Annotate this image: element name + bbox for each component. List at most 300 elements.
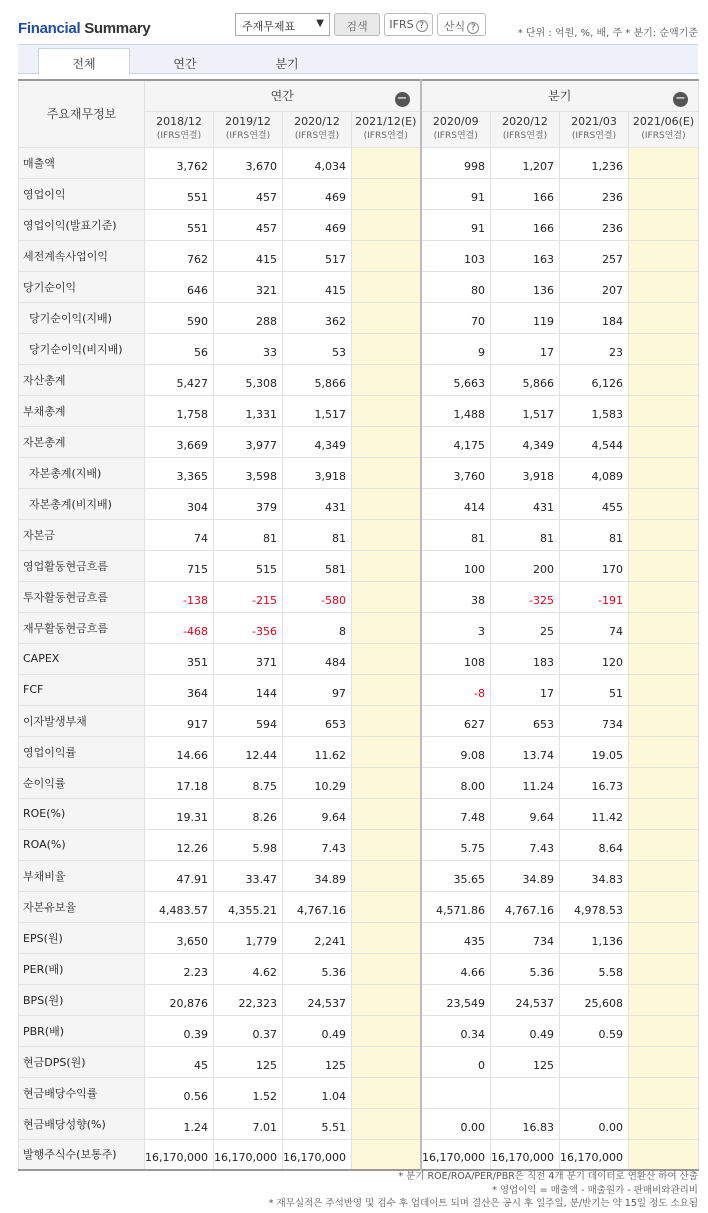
table-cell xyxy=(629,519,699,550)
row-label: 현금배당성향(%) xyxy=(19,1108,145,1139)
table-cell: 51 xyxy=(560,674,629,705)
column-header xyxy=(352,111,421,147)
table-cell: 70 xyxy=(421,302,491,333)
table-cell xyxy=(352,891,421,922)
table-row xyxy=(19,860,699,891)
table-cell: 1,207 xyxy=(491,147,560,178)
table-cell: 207 xyxy=(560,271,629,302)
table-cell: 12.26 xyxy=(145,829,214,860)
table-cell: 1,583 xyxy=(560,395,629,426)
table-cell xyxy=(352,457,421,488)
row-label: 순이익률 xyxy=(19,767,145,798)
table-cell xyxy=(629,922,699,953)
table-cell: 0.59 xyxy=(560,1015,629,1046)
table-cell: 166 xyxy=(491,178,560,209)
table-cell: 9 xyxy=(421,333,491,364)
row-label: 영업이익 xyxy=(19,178,145,209)
table-row xyxy=(19,333,699,364)
table-cell: 34.89 xyxy=(491,860,560,891)
table-cell: 653 xyxy=(283,705,352,736)
row-label: 이자발생부채 xyxy=(19,705,145,736)
table-row xyxy=(19,457,699,488)
table-cell xyxy=(629,209,699,240)
row-label: 자본총계 xyxy=(19,426,145,457)
table-cell: 25 xyxy=(491,612,560,643)
table-cell xyxy=(629,240,699,271)
table-cell: 120 xyxy=(560,643,629,674)
table-cell: 734 xyxy=(491,922,560,953)
table-row xyxy=(19,705,699,736)
table-cell: 5.36 xyxy=(491,953,560,984)
table-cell: 53 xyxy=(283,333,352,364)
table-cell: 35.65 xyxy=(421,860,491,891)
table-cell: 10.29 xyxy=(283,767,352,798)
table-cell xyxy=(629,612,699,643)
table-cell: 5.51 xyxy=(283,1108,352,1139)
annual-group-label: 연간 xyxy=(270,89,294,104)
table-cell: 3,762 xyxy=(145,147,214,178)
row-label: 자본총계(지배) xyxy=(19,457,145,488)
table-cell: 351 xyxy=(145,643,214,674)
table-row xyxy=(19,240,699,271)
table-cell: 23,549 xyxy=(421,984,491,1015)
table-row xyxy=(19,643,699,674)
table-cell: 414 xyxy=(421,488,491,519)
table-cell: 3,918 xyxy=(491,457,560,488)
table-row xyxy=(19,829,699,860)
table-cell: 0.39 xyxy=(145,1015,214,1046)
table-cell: -356 xyxy=(214,612,283,643)
title-part-1: Financial xyxy=(18,20,81,37)
formula-help-button[interactable] xyxy=(437,13,486,36)
table-cell: 7.01 xyxy=(214,1108,283,1139)
table-cell: 304 xyxy=(145,488,214,519)
table-cell: 379 xyxy=(214,488,283,519)
table-row xyxy=(19,612,699,643)
table-cell xyxy=(352,829,421,860)
column-basis: (IFRS연결) xyxy=(363,131,408,141)
table-cell: 125 xyxy=(491,1046,560,1077)
table-cell: 125 xyxy=(214,1046,283,1077)
table-cell: 16,170,000 xyxy=(283,1139,352,1170)
table-cell: 9.64 xyxy=(491,798,560,829)
table-cell: 1.24 xyxy=(145,1108,214,1139)
table-cell: 8.64 xyxy=(560,829,629,860)
table-cell xyxy=(629,1108,699,1139)
table-cell: 998 xyxy=(421,147,491,178)
table-cell: 7.43 xyxy=(491,829,560,860)
table-cell: 33 xyxy=(214,333,283,364)
table-cell: 484 xyxy=(283,643,352,674)
table-cell: 627 xyxy=(421,705,491,736)
table-cell: 0.34 xyxy=(421,1015,491,1046)
table-cell: 81 xyxy=(421,519,491,550)
row-label: 영업이익률 xyxy=(19,736,145,767)
table-cell: 9.64 xyxy=(283,798,352,829)
table-cell xyxy=(352,984,421,1015)
help-icon: ? xyxy=(467,22,479,34)
column-basis: (IFRS연결) xyxy=(156,131,202,141)
table-cell: 19.31 xyxy=(145,798,214,829)
table-row xyxy=(19,1015,699,1046)
table-cell xyxy=(629,1139,699,1170)
table-cell: 1,517 xyxy=(283,395,352,426)
row-label: 당기순이익(비지배) xyxy=(19,333,145,364)
column-basis: (IFRS연결) xyxy=(641,131,686,141)
table-cell xyxy=(352,798,421,829)
table-cell xyxy=(629,147,699,178)
table-cell: 2,241 xyxy=(283,922,352,953)
table-cell: 321 xyxy=(214,271,283,302)
table-cell xyxy=(629,705,699,736)
table-cell: 581 xyxy=(283,550,352,581)
table-cell: 362 xyxy=(283,302,352,333)
table-cell: 4,978.53 xyxy=(560,891,629,922)
table-cell: 34.89 xyxy=(283,860,352,891)
table-cell: 0 xyxy=(421,1046,491,1077)
table-cell: -468 xyxy=(145,612,214,643)
table-cell: 590 xyxy=(145,302,214,333)
table-cell: 551 xyxy=(145,209,214,240)
row-label: 세전계속사업이익 xyxy=(19,240,145,271)
table-cell: 166 xyxy=(491,209,560,240)
table-cell: 56 xyxy=(145,333,214,364)
table-cell: 9.08 xyxy=(421,736,491,767)
table-cell: 200 xyxy=(491,550,560,581)
table-row xyxy=(19,1046,699,1077)
table-row xyxy=(19,302,699,333)
table-row xyxy=(19,798,699,829)
table-cell xyxy=(629,984,699,1015)
tab-quarter[interactable]: 분기 xyxy=(275,57,299,71)
row-label: 자본유보율 xyxy=(19,891,145,922)
table-cell: 457 xyxy=(214,178,283,209)
table-cell xyxy=(352,426,421,457)
tab-all[interactable]: 전체 xyxy=(38,48,130,75)
table-cell xyxy=(629,736,699,767)
row-label: 발행주식수(보통주) xyxy=(19,1139,145,1170)
table-cell: 431 xyxy=(491,488,560,519)
table-cell: 8.26 xyxy=(214,798,283,829)
table-cell: 4,349 xyxy=(283,426,352,457)
collapse-annual-icon[interactable]: − xyxy=(395,92,410,107)
table-cell: 646 xyxy=(145,271,214,302)
table-row xyxy=(19,891,699,922)
table-cell: 80 xyxy=(421,271,491,302)
table-cell: 288 xyxy=(214,302,283,333)
title-part-2: Summary xyxy=(84,20,151,37)
table-cell: -580 xyxy=(283,581,352,612)
table-cell xyxy=(629,271,699,302)
table-cell: 4,349 xyxy=(491,426,560,457)
column-header xyxy=(629,111,699,147)
table-cell: 16.73 xyxy=(560,767,629,798)
table-row xyxy=(19,426,699,457)
footnote: * 재무실적은 주석반영 및 검수 후 업데이트 되며 결산은 공시 후 일주일, 분/반기는 약 15일 정도 소요됨 xyxy=(268,1198,698,1209)
table-cell: -215 xyxy=(214,581,283,612)
ifrs-help-button[interactable] xyxy=(384,13,433,36)
help-icon: ? xyxy=(416,20,428,32)
table-cell xyxy=(629,798,699,829)
table-cell: 515 xyxy=(214,550,283,581)
column-period: 2019/12 xyxy=(225,115,271,128)
column-period: 2021/06(E) xyxy=(632,115,695,128)
table-cell xyxy=(352,953,421,984)
table-cell: -191 xyxy=(560,581,629,612)
column-basis: (IFRS연결) xyxy=(571,131,617,141)
row-label: ROA(%) xyxy=(19,829,145,860)
table-cell xyxy=(352,736,421,767)
table-cell: 734 xyxy=(560,705,629,736)
table-cell xyxy=(629,333,699,364)
chevron-down-icon: ▼ xyxy=(316,18,324,29)
table-cell: 469 xyxy=(283,178,352,209)
table-cell xyxy=(629,1015,699,1046)
table-cell xyxy=(352,860,421,891)
toolbar xyxy=(0,0,708,44)
table-row xyxy=(19,147,699,178)
table-cell: 0.49 xyxy=(283,1015,352,1046)
table-cell xyxy=(352,550,421,581)
table-cell: 5.36 xyxy=(283,953,352,984)
table-cell xyxy=(352,395,421,426)
table-row xyxy=(19,1077,699,1108)
table-row xyxy=(19,953,699,984)
table-cell: 4,767.16 xyxy=(491,891,560,922)
table-cell: 8.75 xyxy=(214,767,283,798)
table-cell xyxy=(352,1015,421,1046)
table-cell: 33.47 xyxy=(214,860,283,891)
table-cell xyxy=(629,860,699,891)
table-cell: 455 xyxy=(560,488,629,519)
table-row xyxy=(19,581,699,612)
table-cell xyxy=(352,674,421,705)
table-cell: 762 xyxy=(145,240,214,271)
table-cell: 8 xyxy=(283,612,352,643)
table-cell: 19.05 xyxy=(560,736,629,767)
column-header xyxy=(145,111,214,147)
table-cell: 170 xyxy=(560,550,629,581)
row-label: 재무활동현금흐름 xyxy=(19,612,145,643)
table-cell: 4,483.57 xyxy=(145,891,214,922)
table-cell: 1.52 xyxy=(214,1077,283,1108)
column-period: 2021/12(E) xyxy=(355,115,417,128)
column-header xyxy=(560,111,629,147)
table-cell: 38 xyxy=(421,581,491,612)
table-cell: 119 xyxy=(491,302,560,333)
table-cell xyxy=(352,302,421,333)
table-cell: 34.83 xyxy=(560,860,629,891)
table-cell: 3,760 xyxy=(421,457,491,488)
table-cell: 2.23 xyxy=(145,953,214,984)
column-basis: (IFRS연결) xyxy=(502,131,548,141)
row-label: ROE(%) xyxy=(19,798,145,829)
table-cell xyxy=(352,1077,421,1108)
table-cell: 16,170,000 xyxy=(491,1139,560,1170)
table-cell: 125 xyxy=(283,1046,352,1077)
table-cell xyxy=(352,1139,421,1170)
column-basis: (IFRS연결) xyxy=(225,131,271,141)
table-cell: 11.42 xyxy=(560,798,629,829)
column-period: 2021/03 xyxy=(571,115,617,128)
table-cell xyxy=(629,674,699,705)
table-row xyxy=(19,984,699,1015)
table-cell: 7.43 xyxy=(283,829,352,860)
table-cell: 45 xyxy=(145,1046,214,1077)
table-cell: 551 xyxy=(145,178,214,209)
table-cell: 236 xyxy=(560,209,629,240)
table-cell xyxy=(629,953,699,984)
table-cell: 81 xyxy=(214,519,283,550)
table-cell: 1,517 xyxy=(491,395,560,426)
table-cell xyxy=(352,178,421,209)
row-label: 자본총계(비지배) xyxy=(19,488,145,519)
table-cell: 3 xyxy=(421,612,491,643)
table-cell xyxy=(352,922,421,953)
table-cell xyxy=(352,1108,421,1139)
table-cell: 74 xyxy=(145,519,214,550)
table-cell xyxy=(629,1046,699,1077)
search-button[interactable]: 검색 xyxy=(334,13,380,36)
table-cell xyxy=(352,147,421,178)
column-header xyxy=(283,111,352,147)
table-cell: 24,537 xyxy=(491,984,560,1015)
table-cell: 5.75 xyxy=(421,829,491,860)
row-label: 투자활동현금흐름 xyxy=(19,581,145,612)
table-row xyxy=(19,209,699,240)
table-cell: 183 xyxy=(491,643,560,674)
table-cell: 5,866 xyxy=(283,364,352,395)
table-row xyxy=(19,736,699,767)
table-cell: -8 xyxy=(421,674,491,705)
row-label: 현금DPS(원) xyxy=(19,1046,145,1077)
table-cell: 1.04 xyxy=(283,1077,352,1108)
table-cell: 14.66 xyxy=(145,736,214,767)
row-label: 당기순이익 xyxy=(19,271,145,302)
footnotes xyxy=(269,1170,698,1211)
table-cell: 97 xyxy=(283,674,352,705)
row-label: EPS(원) xyxy=(19,922,145,953)
table-row xyxy=(19,271,699,302)
table-cell: 17.18 xyxy=(145,767,214,798)
table-cell: 3,365 xyxy=(145,457,214,488)
quarter-group-label: 분기 xyxy=(548,89,572,104)
table-cell: 5,866 xyxy=(491,364,560,395)
table-cell xyxy=(352,767,421,798)
table-cell: 91 xyxy=(421,209,491,240)
table-row xyxy=(19,364,699,395)
table-cell: 3,650 xyxy=(145,922,214,953)
row-label: 영업활동현금흐름 xyxy=(19,550,145,581)
table-row xyxy=(19,1139,699,1170)
table-cell xyxy=(352,643,421,674)
table-cell xyxy=(352,519,421,550)
table-cell: 16,170,000 xyxy=(214,1139,283,1170)
column-header xyxy=(214,111,283,147)
column-period: 2020/09 xyxy=(432,115,479,128)
column-period: 2018/12 xyxy=(156,115,202,128)
table-cell: 4.62 xyxy=(214,953,283,984)
column-header xyxy=(421,111,491,147)
table-row xyxy=(19,767,699,798)
table-cell: 5,663 xyxy=(421,364,491,395)
table-cell: 16,170,000 xyxy=(145,1139,214,1170)
units-note: * 단위 : 억원, %, 배, 주 * 분기: 순액기준 xyxy=(517,28,698,39)
table-cell: 4,544 xyxy=(560,426,629,457)
table-cell: 4,089 xyxy=(560,457,629,488)
table-cell xyxy=(629,302,699,333)
row-label: FCF xyxy=(19,674,145,705)
footnote: * 분기 ROE/ROA/PER/PBR은 직전 4개 분기 데이터로 연환산 하여 산출 xyxy=(398,1171,698,1182)
financial-summary-table xyxy=(18,79,699,1171)
table-cell: 1,488 xyxy=(421,395,491,426)
row-label: 부채총계 xyxy=(19,395,145,426)
table-cell: 4,767.16 xyxy=(283,891,352,922)
collapse-quarter-icon[interactable]: − xyxy=(673,92,688,107)
table-cell: 20,876 xyxy=(145,984,214,1015)
table-row xyxy=(19,395,699,426)
table-cell: 3,670 xyxy=(214,147,283,178)
row-label: 당기순이익(지배) xyxy=(19,302,145,333)
table-cell xyxy=(629,395,699,426)
table-row xyxy=(19,488,699,519)
table-cell: 469 xyxy=(283,209,352,240)
quarter-group-header xyxy=(421,80,699,111)
table-cell: 16.83 xyxy=(491,1108,560,1139)
column-basis: (IFRS연결) xyxy=(433,131,478,141)
table-cell: 257 xyxy=(560,240,629,271)
statement-type-select[interactable] xyxy=(235,13,330,36)
table-cell: 236 xyxy=(560,178,629,209)
table-cell: 8.00 xyxy=(421,767,491,798)
table-cell xyxy=(629,767,699,798)
column-header xyxy=(491,111,560,147)
table-cell: 81 xyxy=(283,519,352,550)
table-cell: 917 xyxy=(145,705,214,736)
table-cell: 5,427 xyxy=(145,364,214,395)
table-cell xyxy=(560,1077,629,1108)
row-label: BPS(원) xyxy=(19,984,145,1015)
table-cell: 5.98 xyxy=(214,829,283,860)
page-title xyxy=(18,20,150,37)
table-cell: 11.62 xyxy=(283,736,352,767)
table-cell xyxy=(560,1046,629,1077)
table-cell: 457 xyxy=(214,209,283,240)
table-cell: 653 xyxy=(491,705,560,736)
table-cell xyxy=(629,581,699,612)
table-cell: 415 xyxy=(214,240,283,271)
table-cell: 3,918 xyxy=(283,457,352,488)
row-label: 영업이익(발표기준) xyxy=(19,209,145,240)
formula-label: 산식 xyxy=(443,20,466,33)
table-cell: 103 xyxy=(421,240,491,271)
table-cell: 4.66 xyxy=(421,953,491,984)
tab-annual[interactable]: 연간 xyxy=(173,57,197,71)
table-cell: 431 xyxy=(283,488,352,519)
table-cell: 4,175 xyxy=(421,426,491,457)
table-cell xyxy=(352,333,421,364)
table-cell xyxy=(629,364,699,395)
table-cell: 4,034 xyxy=(283,147,352,178)
row-label: PER(배) xyxy=(19,953,145,984)
table-cell: 144 xyxy=(214,674,283,705)
table-cell: 11.24 xyxy=(491,767,560,798)
table-cell: 16,170,000 xyxy=(560,1139,629,1170)
table-cell: 1,236 xyxy=(560,147,629,178)
table-cell xyxy=(352,209,421,240)
table-cell xyxy=(629,488,699,519)
table-cell: 0.00 xyxy=(560,1108,629,1139)
